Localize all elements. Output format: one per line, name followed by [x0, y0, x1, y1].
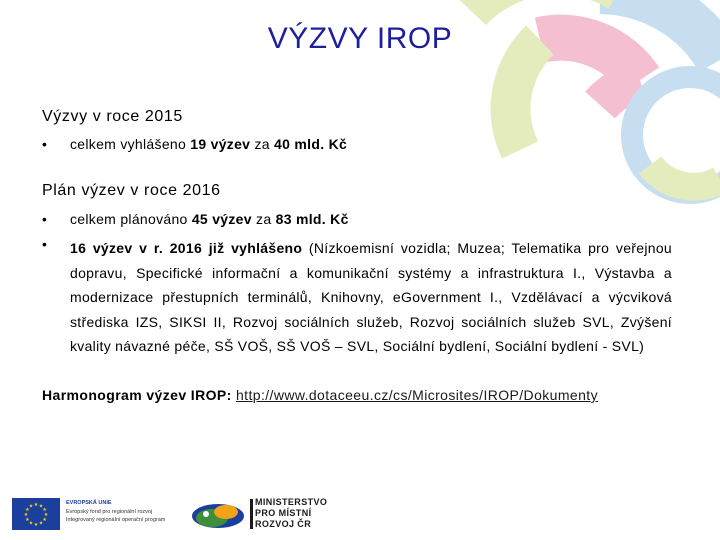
mmr-logo-text	[255, 497, 327, 530]
page-title: VÝZVY IROP	[267, 22, 453, 55]
eu-caption-line: Integrovaný regionální operační program	[66, 517, 166, 523]
bullet-text: celkem plánováno 45 výzev za 83 mld. Kč	[70, 211, 349, 227]
svg-text:★: ★	[33, 502, 39, 508]
eu-caption-line: Evropský fond pro regionální rozvoj	[66, 508, 153, 515]
bullet-2015-announced	[42, 136, 672, 152]
eu-caption	[66, 499, 165, 525]
harmonogram-link[interactable]: http://www.dotaceeu.cz/cs/Microsites/IROP/Dokumenty	[236, 387, 598, 403]
svg-text:★: ★	[38, 520, 44, 527]
svg-text:★: ★	[42, 517, 47, 523]
mmr-line: PRO MÍSTNÍ	[255, 508, 312, 518]
svg-text:★: ★	[23, 512, 29, 518]
svg-text:★: ★	[42, 507, 47, 513]
section-heading-2015: Výzvy v roce 2015	[42, 108, 183, 125]
harmonogram-label: Harmonogram výzev IROP:	[42, 387, 232, 403]
bullet-dot: •	[42, 136, 48, 152]
section-heading-2016: Plán výzev v roce 2016	[42, 182, 221, 199]
svg-text:★: ★	[28, 503, 34, 510]
structural-funds-logo-icon	[190, 494, 246, 534]
bullet-dot: •	[42, 236, 48, 252]
bullet-2016-announced	[42, 236, 672, 359]
bullet-text: 16 výzev v r. 2016 již vyhlášeno (Nízkoemisní vozidla; Muzea; Telematika pro veřejnou dopravu, Specifické informační a komunikační systémy a infrastruktura I., Výstavba a modernizace přestupních terminálů, Knihovny, eGovernment I., Vzdělávací a výcviková střediska IZS, SIKSI II, Rozvoj sociálních služeb, Rozvoj sociálních služeb SVL, Zvýšení kvality návazné péče, SŠ VOŠ, SŠ VOŠ – SVL, Sociální bydlení, Sociální bydlení - SVL)	[70, 240, 672, 354]
bullet-2016-planned	[42, 211, 672, 227]
mmr-line: MINISTERSTVO	[255, 497, 328, 507]
bullet-text: celkem vyhlášeno 19 výzev za 40 mld. Kč	[70, 136, 348, 152]
svg-text:★: ★	[38, 503, 44, 510]
svg-text:★: ★	[28, 520, 34, 527]
eu-caption-title: EVROPSKÁ UNIE	[66, 500, 112, 506]
harmonogram-line	[42, 387, 598, 403]
mmr-logo-mark	[250, 499, 253, 529]
svg-text:★: ★	[25, 517, 30, 523]
svg-text:★: ★	[33, 522, 39, 528]
bullet-dot: •	[42, 211, 48, 227]
eu-flag-icon	[12, 498, 60, 530]
mmr-line: ROZVOJ ČR	[255, 519, 312, 529]
svg-text:★: ★	[43, 512, 49, 518]
svg-text:★: ★	[25, 507, 30, 513]
footer-logos	[0, 492, 720, 540]
